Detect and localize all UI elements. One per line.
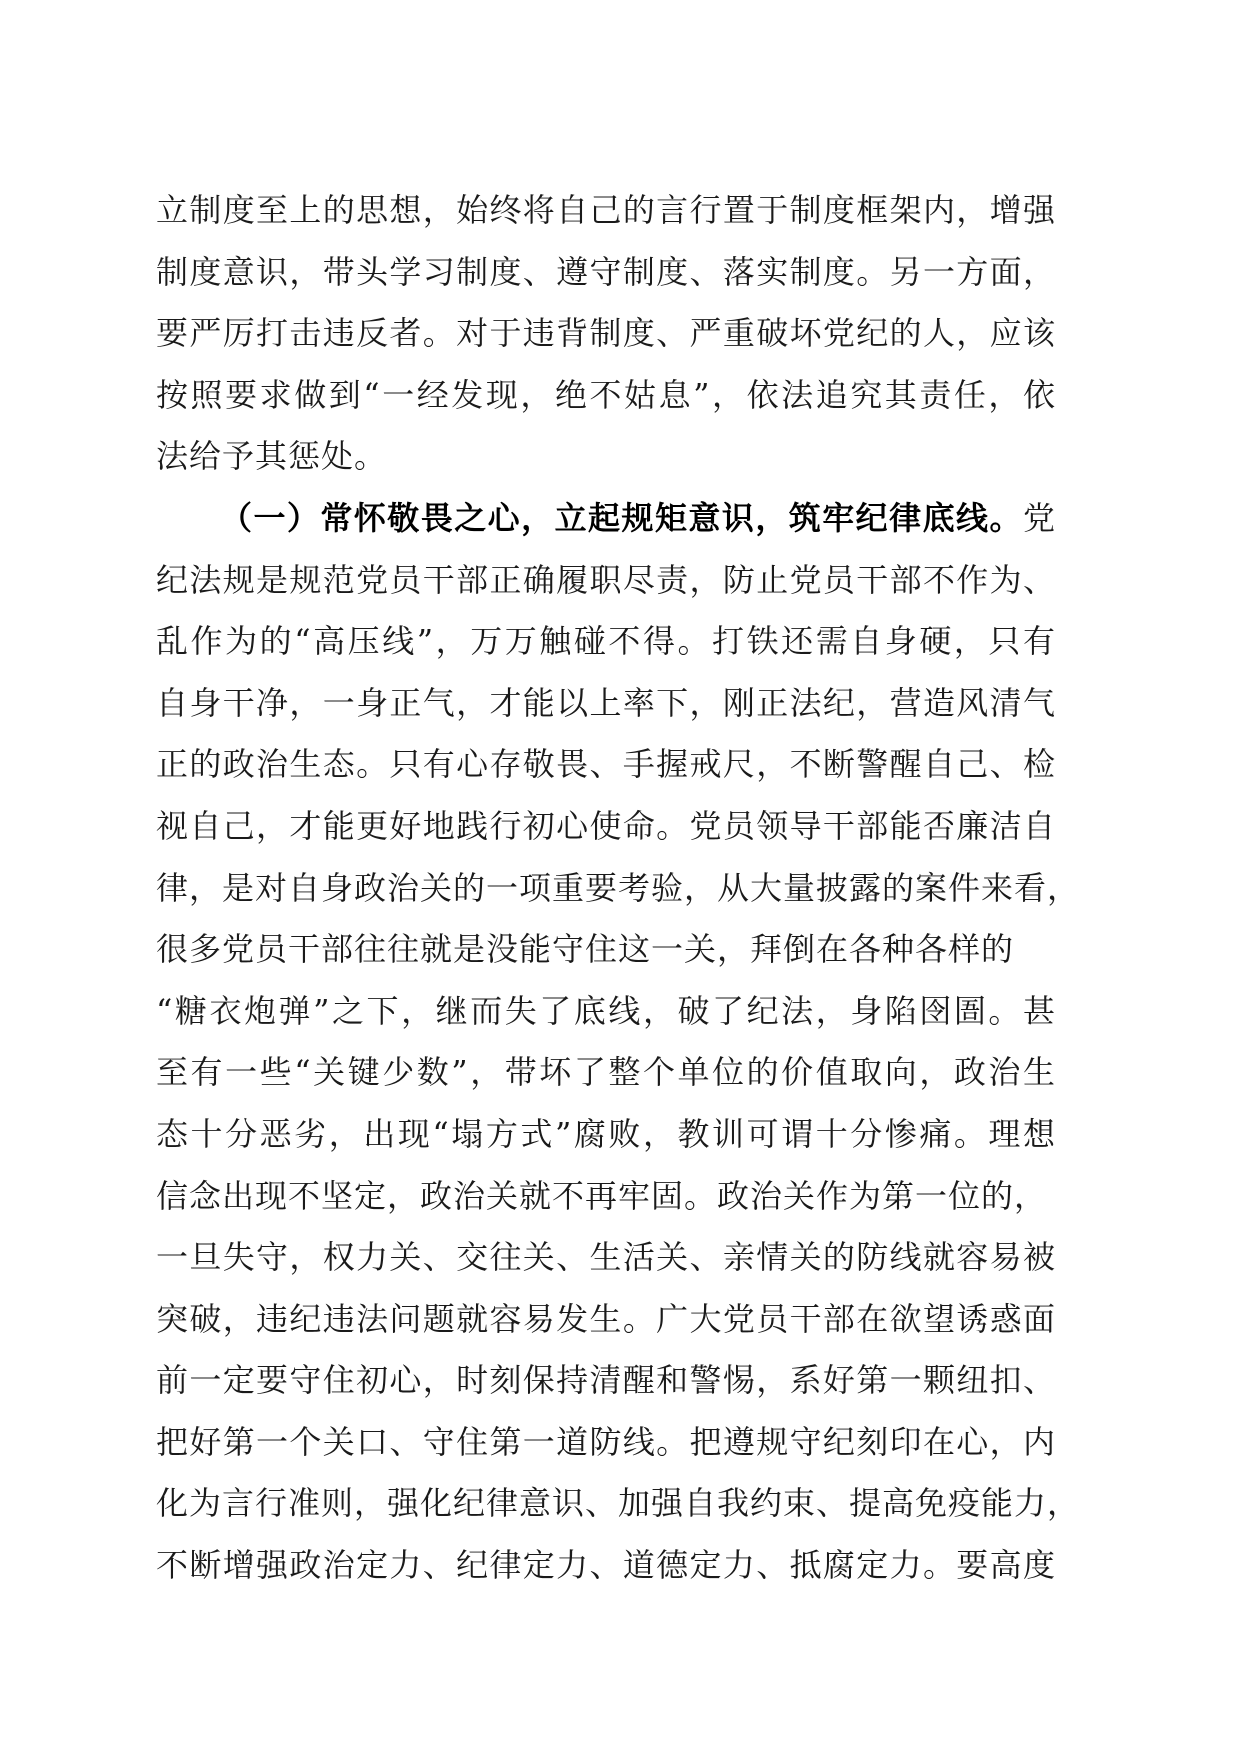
text-line: 至有一些“关键少数”，带坏了整个单位的价值取向，政治生	[156, 1053, 1056, 1092]
body-text	[156, 180, 1081, 1597]
text-line: 立制度至上的思想，始终将自己的言行置于制度框架内，增强	[156, 191, 1056, 229]
text-line: 信念出现不坚定，政治关就不再牢固。政治关作为第一位的，	[156, 1176, 1048, 1215]
text-line: 法给予其惩处。	[156, 437, 388, 476]
text-line: 化为言行准则，强化纪律意识、加强自我约束、提高免疫能力，	[156, 1484, 1081, 1523]
text-line: 自身干净，一身正气，才能以上率下，刚正法纪，营造风清气	[156, 683, 1056, 722]
text-line: 突破，违纪违法问题就容易发生。广大党员干部在欲望诱惑面	[156, 1299, 1056, 1338]
text-line: 一旦失守，权力关、交往关、生活关、亲情关的防线就容易被	[156, 1238, 1056, 1277]
text-line: 视自己，才能更好地践行初心使命。党员领导干部能否廉洁自	[156, 806, 1056, 845]
text-fragment: 党	[1022, 498, 1056, 537]
text-line: 前一定要守住初心，时刻保持清醒和警惕，系好第一颗纽扣、	[156, 1361, 1056, 1400]
text-line: “糖衣炮弹”之下，继而失了底线，破了纪法，身陷囹圄。甚	[156, 991, 1056, 1030]
text-line: 乱作为的“高压线”，万万触碰不得。打铁还需自身硬，只有	[156, 622, 1056, 661]
text-line: 按照要求做到“一经发现，绝不姑息”，依法追究其责任，依	[156, 375, 1056, 414]
text-line: 不断增强政治定力、纪律定力、道德定力、抵腐定力。要高度	[156, 1546, 1056, 1585]
text-line: 制度意识，带头学习制度、遵守制度、落实制度。另一方面，	[156, 252, 1056, 291]
text-line: 态十分恶劣，出现“塌方式”腐败，教训可谓十分惨痛。理想	[156, 1114, 1056, 1153]
section-heading-line	[156, 488, 1056, 550]
text-line: 很多党员干部往往就是没能守住这一关，拜倒在各种各样的	[156, 930, 1015, 969]
text-line: 把好第一个关口、守住第一道防线。把遵规守纪刻印在心，内	[156, 1422, 1056, 1461]
section-heading: （一）常怀敬畏之心，立起规矩意识，筑牢纪律底线。	[220, 498, 1023, 537]
text-line: 律，是对自身政治关的一项重要考验，从大量披露的案件来看，	[156, 868, 1081, 907]
text-line: 要严厉打击违反者。对于违背制度、严重破坏党纪的人，应该	[156, 314, 1056, 353]
text-line: 纪法规是规范党员干部正确履职尽责，防止党员干部不作为、	[156, 560, 1056, 599]
text-line: 正的政治生态。只有心存敬畏、手握戒尺，不断警醒自己、检	[156, 745, 1056, 784]
